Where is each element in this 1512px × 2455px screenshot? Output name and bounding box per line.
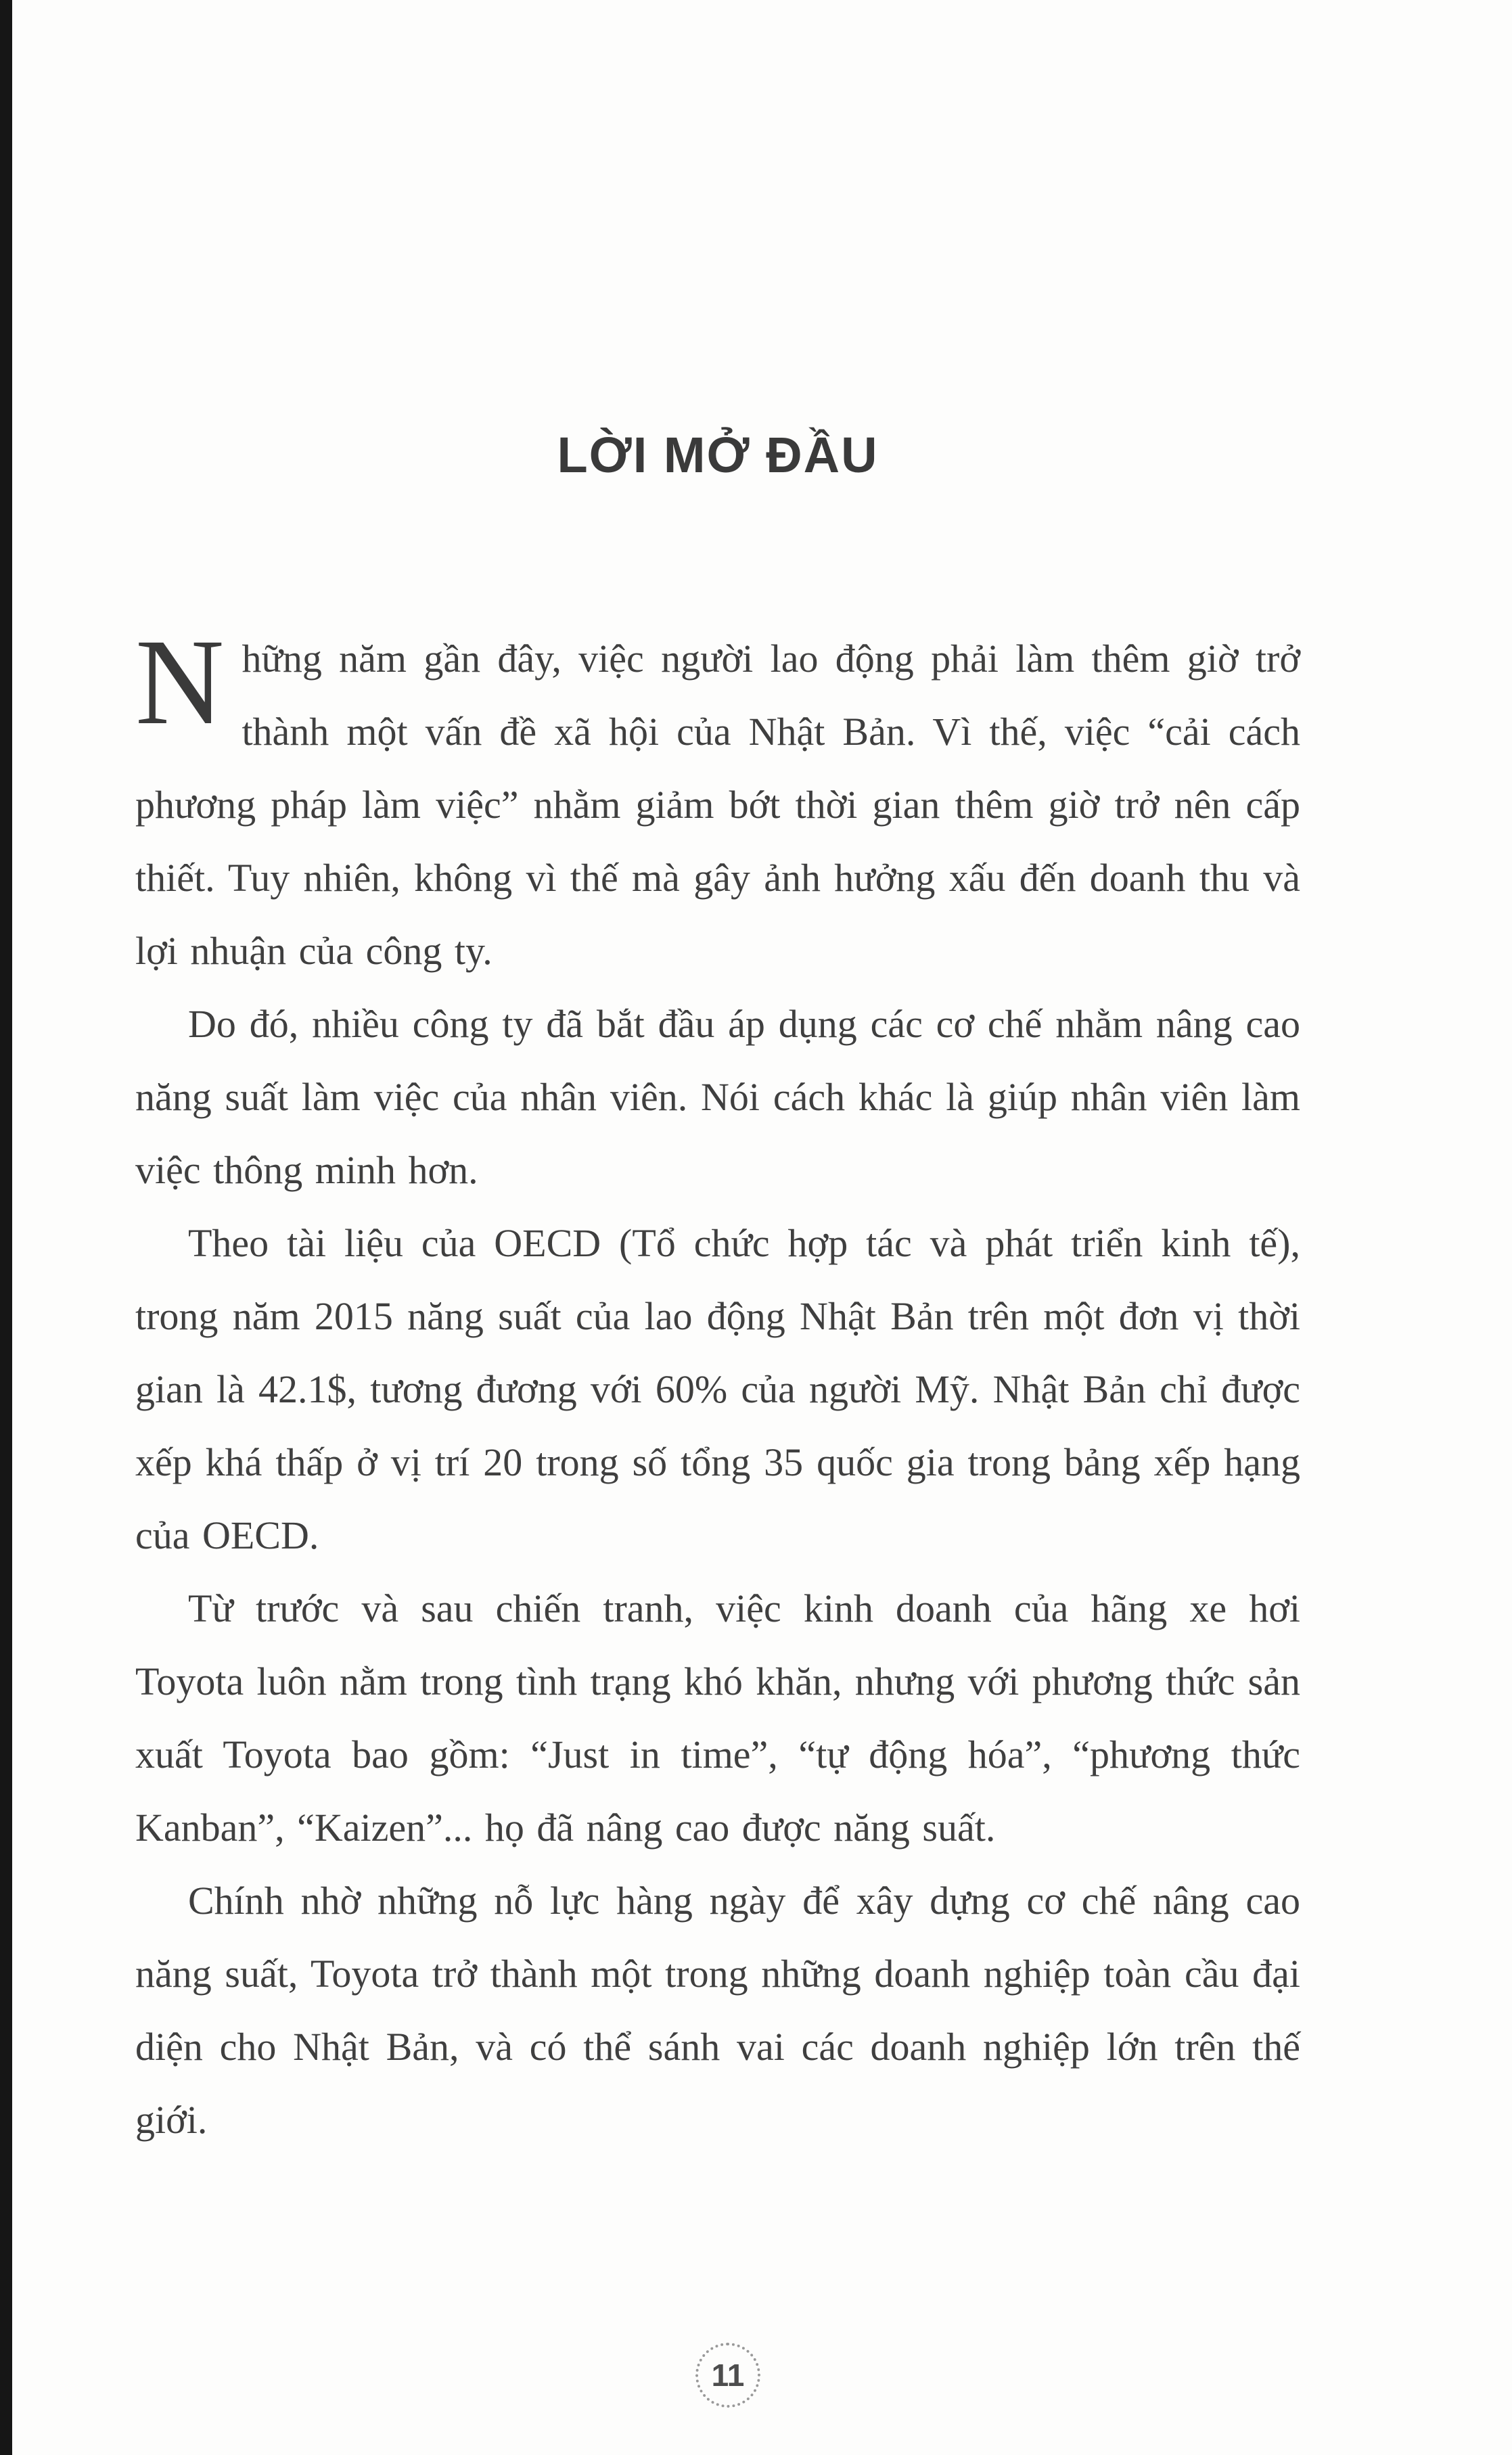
paragraph [135,614,1300,988]
paragraph: Chính nhờ những nỗ lực hàng ngày để xây dựng cơ chế nâng cao năng suất, Toyota trở thành một trong những doanh nghiệp toàn cầu đại diện cho Nhật Bản, và có thể sánh vai các doanh nghiệp lớn trên thế giới. [135,1879,1300,2142]
page-number-badge [695,2343,760,2408]
page-number: 11 [711,2358,745,2393]
page-content [135,426,1300,2157]
paragraph: Theo tài liệu của OECD (Tổ chức hợp tác và phát triển kinh tế), trong năm 2015 năng suất của lao động Nhật Bản trên một đơn vị thời gian là 42.1$, tương đương với 60% của người Mỹ. Nhật Bản chỉ được xếp khá thấp ở vị trí 20 trong số tổng 35 quốc gia trong bảng xếp hạng của OECD. [135,1221,1300,1557]
paragraph: Do đó, nhiều công ty đã bắt đầu áp dụng các cơ chế nhằm nâng cao năng suất làm việc của nhân viên. Nói cách khác là giúp nhân viên làm việc thông minh hơn. [135,1002,1300,1192]
paragraph: Từ trước và sau chiến tranh, việc kinh doanh của hãng xe hơi Toyota luôn nằm trong tình trạng khó khăn, nhưng với phương thức sản xuất Toyota bao gồm: “Just in time”, “tự động hóa”, “phương thức Kanban”, “Kaizen”... họ đã nâng cao được năng suất. [135,1586,1300,1850]
page-title: LỜI MỞ ĐẦU [557,427,879,483]
drop-cap: N [135,614,225,750]
paragraph-text: hững năm gần đây, việc người lao động phải làm thêm giờ trở thành một vấn đề xã hội của Nhật Bản. Vì thế, việc “cải cách phương pháp làm việc” nhằm giảm bớt thời gian thêm giờ trở nên cấp thiết. Tuy nhiên, không vì thế mà gây ảnh hưởng xấu đến doanh thu và lợi nhuận của công ty. [135,637,1300,973]
scan-edge-strip [0,0,12,2455]
